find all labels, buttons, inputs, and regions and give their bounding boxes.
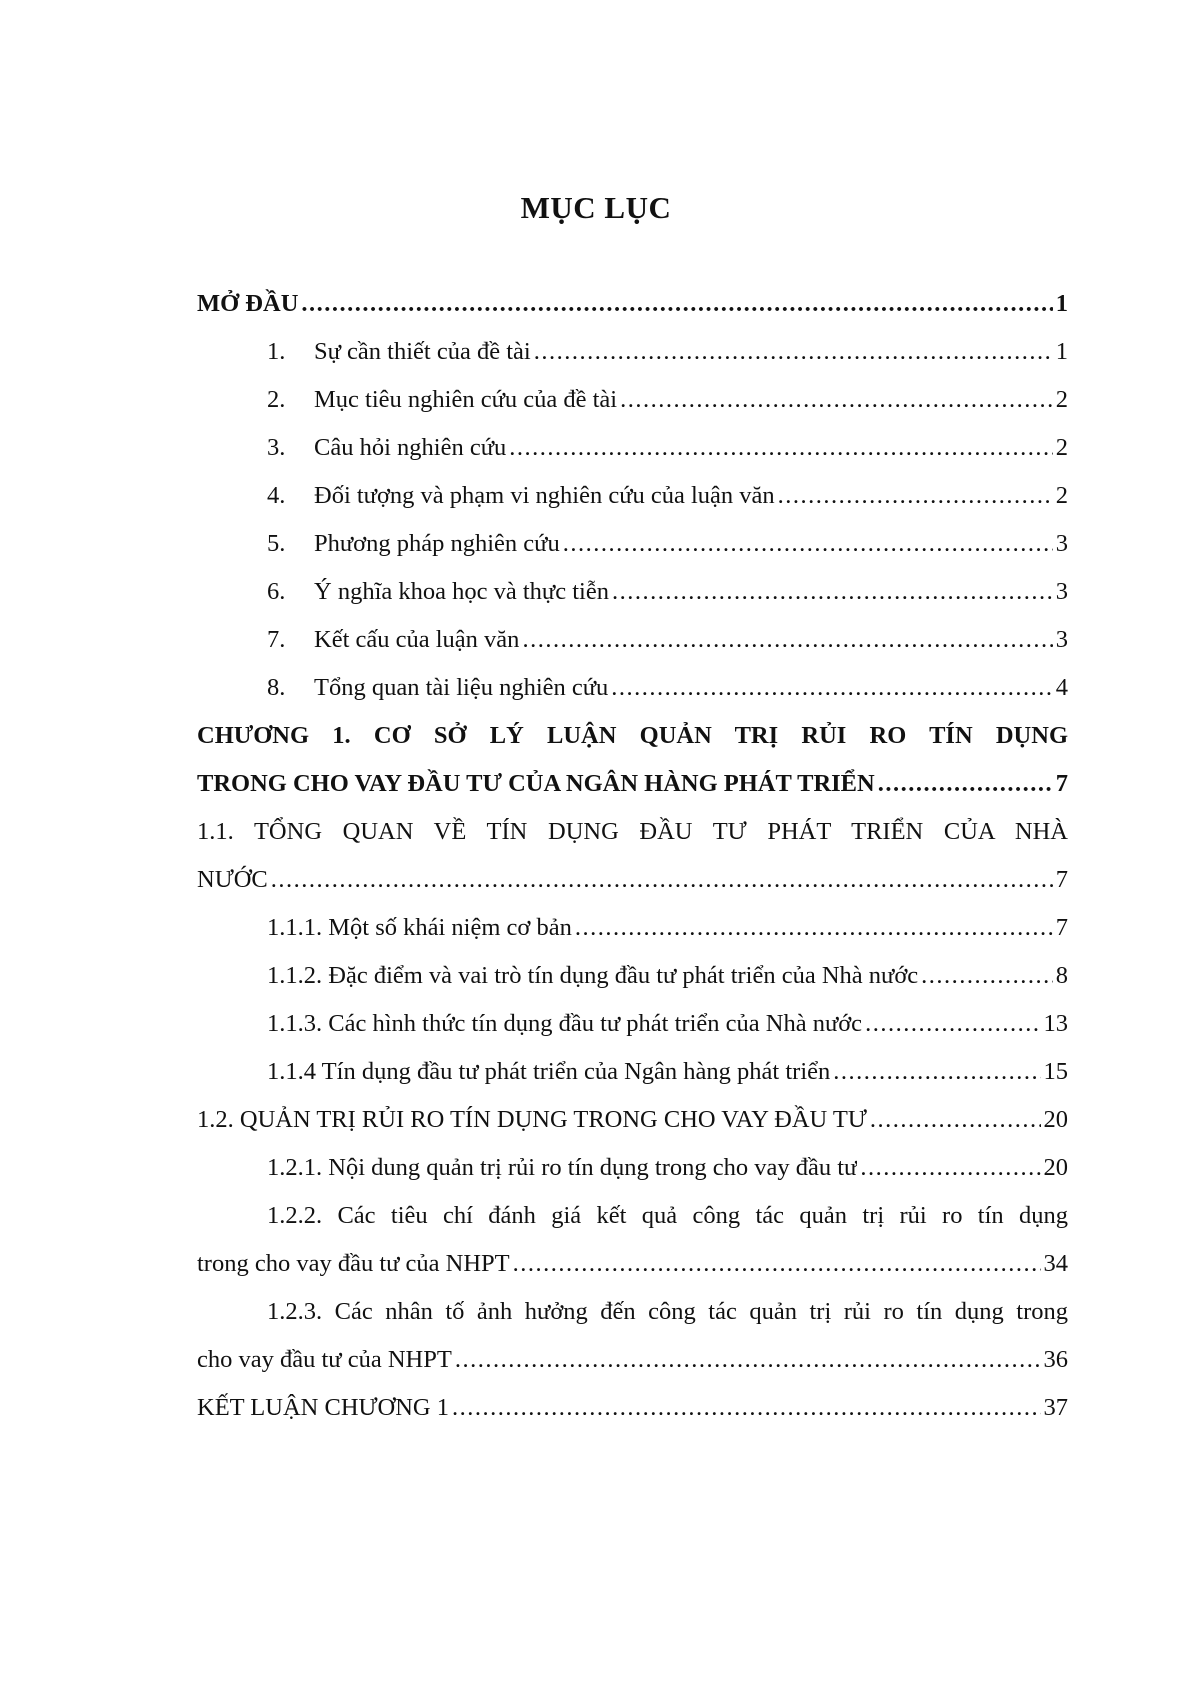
toc-page-number: 3 <box>1055 578 1068 605</box>
toc-page-number: 20 <box>1043 1154 1068 1181</box>
toc-entry-label: cho vay đầu tư của NHPT <box>197 1346 452 1373</box>
dot-leader <box>865 1000 1040 1048</box>
dot-leader <box>563 520 1053 568</box>
toc-entry-1-1-3[interactable] <box>197 1000 1068 1048</box>
toc-entry-label: NƯỚC <box>197 866 268 893</box>
toc-page-number: 1 <box>1055 338 1068 365</box>
dot-leader <box>860 1144 1040 1192</box>
toc-entry-3[interactable] <box>197 424 1068 472</box>
toc-entry-label: Câu hỏi nghiên cứu <box>314 434 507 461</box>
toc-entry-label: Phương pháp nghiên cứu <box>314 530 560 557</box>
toc-entry-7[interactable] <box>197 616 1068 664</box>
toc-page-number: 20 <box>1043 1106 1068 1133</box>
toc-page-number: 2 <box>1055 482 1068 509</box>
dot-leader <box>575 904 1053 952</box>
toc-entry-label: 1.2. QUẢN TRỊ RỦI RO TÍN DỤNG TRONG CHO VAY ĐẦU TƯ <box>197 1106 867 1133</box>
toc-entry-number: 5. <box>267 530 286 557</box>
toc-page-number: 4 <box>1055 674 1068 701</box>
toc-page-number: 2 <box>1055 386 1068 413</box>
toc-entry-number: 8. <box>267 674 286 701</box>
toc-entry-label: Kết cấu của luận văn <box>314 626 520 653</box>
toc-title: MỤC LỤC <box>520 190 672 225</box>
toc-entry-label: TRONG CHO VAY ĐẦU TƯ CỦA NGÂN HÀNG PHÁT TRIỂN <box>197 770 875 797</box>
dot-leader <box>509 424 1053 472</box>
toc-entry-2[interactable] <box>197 376 1068 424</box>
dot-leader <box>271 856 1053 904</box>
toc-entry-1-1-line1[interactable]: 1.1. TỔNG QUAN VỀ TÍN DỤNG ĐẦU TƯ PHÁT TRIỂN CỦA NHÀ <box>197 818 1068 845</box>
toc-entry-1-2-2-line1[interactable]: 1.2.2. Các tiêu chí đánh giá kết quả công tác quản trị rủi ro tín dụng <box>267 1202 1068 1229</box>
toc-entry-label: Đối tượng và phạm vi nghiên cứu của luận văn <box>314 482 775 509</box>
dot-leader <box>301 280 1052 328</box>
toc-entry-ket-luan-chuong-1[interactable] <box>197 1384 1068 1432</box>
dot-leader <box>611 664 1052 712</box>
toc-entry-5[interactable] <box>197 520 1068 568</box>
toc-entry-mo-dau[interactable] <box>197 280 1068 328</box>
toc-entry-label: 1.1.3. Các hình thức tín dụng đầu tư phát triển của Nhà nước <box>267 1010 863 1037</box>
dot-leader <box>921 952 1053 1000</box>
toc-entry-label: Sự cần thiết của đề tài <box>314 338 531 365</box>
toc-entry-label: 1.1.1. Một số khái niệm cơ bản <box>267 914 572 941</box>
toc-entry-number: 6. <box>267 578 286 605</box>
dot-leader <box>513 1240 1041 1288</box>
toc-page-number: 7 <box>1055 914 1068 941</box>
dot-leader <box>612 568 1053 616</box>
toc-entry-4[interactable] <box>197 472 1068 520</box>
toc-entry-label: Ý nghĩa khoa học và thực tiễn <box>314 578 609 605</box>
toc-entry-number: 7. <box>267 626 286 653</box>
dot-leader <box>833 1048 1040 1096</box>
toc-entry-1-2-3[interactable] <box>197 1336 1068 1384</box>
toc-entry-label: 1.1.4 Tín dụng đầu tư phát triển của Ngân hàng phát triển <box>267 1058 831 1085</box>
toc-entry-number: 3. <box>267 434 286 461</box>
toc-entry-chapter-1-line1[interactable]: CHƯƠNG 1. CƠ SỞ LÝ LUẬN QUẢN TRỊ RỦI RO TÍN DỤNG <box>197 722 1068 749</box>
toc-entry-label: 1.1.2. Đặc điểm và vai trò tín dụng đầu tư phát triển của Nhà nước <box>267 962 919 989</box>
toc-entry-number: 1. <box>267 338 286 365</box>
toc-entry-8[interactable] <box>197 664 1068 712</box>
toc-page-number: 3 <box>1055 626 1068 653</box>
dot-leader <box>778 472 1053 520</box>
toc-entry-1-2-2[interactable] <box>197 1240 1068 1288</box>
toc-page-number: 3 <box>1055 530 1068 557</box>
toc-entry-1[interactable] <box>197 328 1068 376</box>
toc-entry-1-1-2[interactable] <box>197 952 1068 1000</box>
toc-entry-label: trong cho vay đầu tư của NHPT <box>197 1250 510 1277</box>
toc-page-number: 36 <box>1043 1346 1068 1373</box>
toc-entry-number: 4. <box>267 482 286 509</box>
dot-leader <box>878 760 1053 808</box>
toc-page-number: 2 <box>1055 434 1068 461</box>
toc-page-number: 37 <box>1043 1394 1068 1421</box>
toc-page-number: 7 <box>1055 866 1068 893</box>
toc-page-number: 8 <box>1055 962 1068 989</box>
toc-page-number: 15 <box>1043 1058 1068 1085</box>
toc-page-number: 1 <box>1055 290 1068 317</box>
toc-entry-label: 1.2.1. Nội dung quản trị rủi ro tín dụng trong cho vay đầu tư <box>267 1154 858 1181</box>
dot-leader <box>534 328 1053 376</box>
dot-leader <box>455 1336 1041 1384</box>
toc-entry-1-1-4[interactable] <box>197 1048 1068 1096</box>
dot-leader <box>452 1384 1041 1432</box>
toc-entry-number: 2. <box>267 386 286 413</box>
table-of-contents <box>197 280 1068 1432</box>
toc-entry-label: Tổng quan tài liệu nghiên cứu <box>314 674 609 701</box>
toc-entry-label: Mục tiêu nghiên cứu của đề tài <box>314 386 618 413</box>
toc-entry-chapter-1[interactable] <box>197 760 1068 808</box>
dot-leader <box>522 616 1052 664</box>
toc-entry-1-2-3-line1[interactable]: 1.2.3. Các nhân tố ảnh hưởng đến công tác quản trị rủi ro tín dụng trong <box>267 1298 1068 1325</box>
toc-entry-1-2[interactable] <box>197 1096 1068 1144</box>
toc-entry-1-2-1[interactable] <box>197 1144 1068 1192</box>
toc-page-number: 34 <box>1043 1250 1068 1277</box>
dot-leader <box>870 1096 1041 1144</box>
toc-entry-6[interactable] <box>197 568 1068 616</box>
toc-page-number: 13 <box>1043 1010 1068 1037</box>
dot-leader <box>620 376 1053 424</box>
toc-page-number: 7 <box>1055 770 1068 797</box>
toc-entry-1-1-1[interactable] <box>197 904 1068 952</box>
toc-entry-1-1[interactable] <box>197 856 1068 904</box>
toc-entry-label: KẾT LUẬN CHƯƠNG 1 <box>197 1394 449 1421</box>
toc-entry-label: MỞ ĐẦU <box>197 290 299 317</box>
